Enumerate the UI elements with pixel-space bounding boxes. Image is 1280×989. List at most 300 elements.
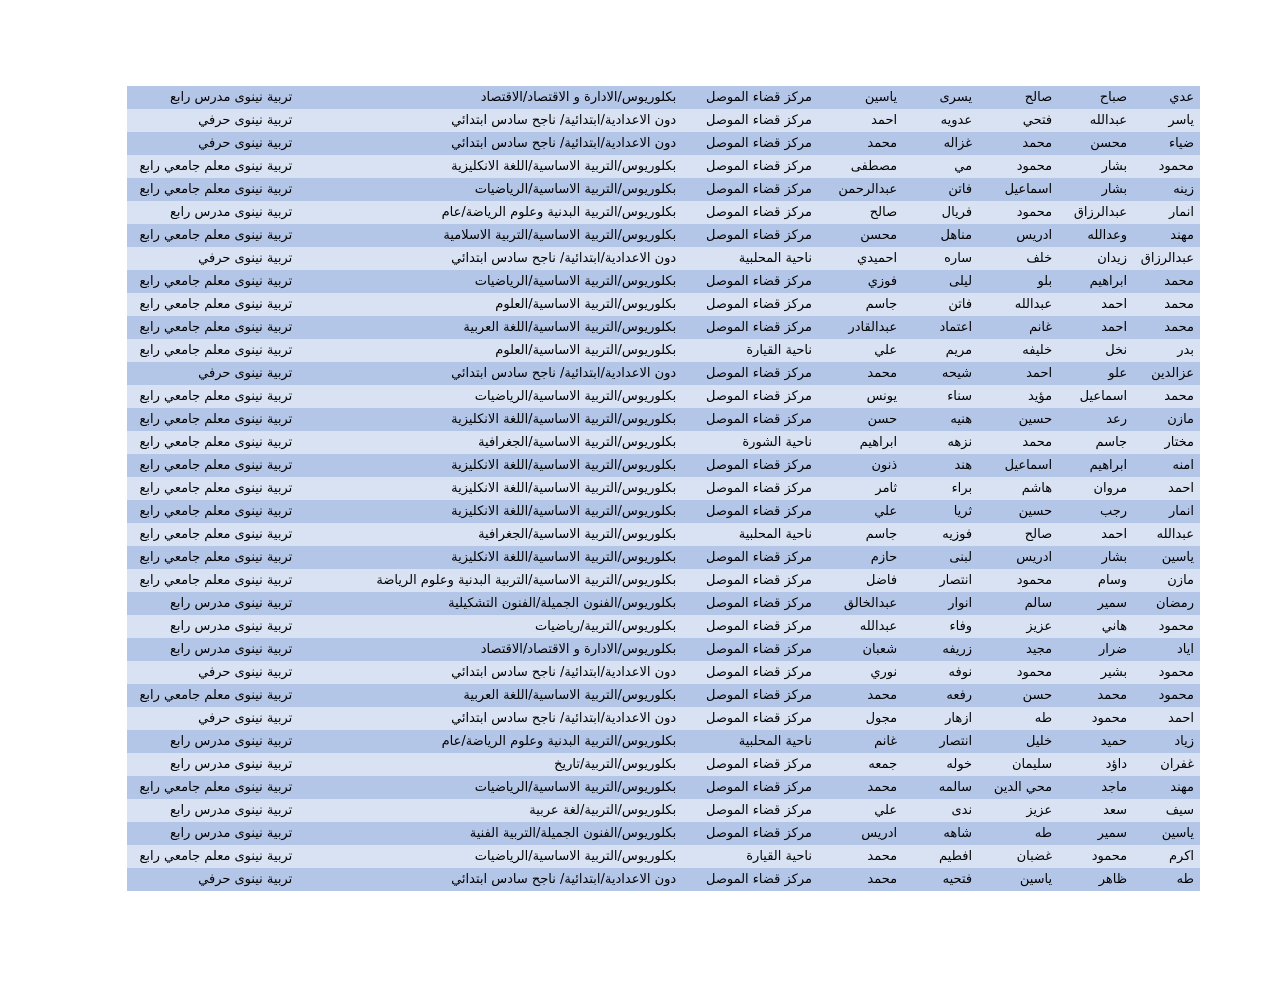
grandfather-name-cell: محمود: [974, 569, 1054, 592]
directorate-cell: تربية نينوى: [232, 109, 309, 132]
father-name-cell: احمد: [1054, 316, 1129, 339]
mother-name-cell: لبنى: [899, 546, 974, 569]
table-row: [127, 109, 1200, 132]
qualification-cell: بكلوريوس/التربية الاساسية/اللغة الانكليزية: [309, 155, 678, 178]
table-row: [127, 638, 1200, 661]
father-name-cell: محمود: [1054, 845, 1129, 868]
qualification-cell: دون الاعدادية/ابتدائية/ ناجح سادس ابتدائي: [309, 362, 678, 385]
first-name-cell: ياسين: [1129, 546, 1200, 569]
directorate-cell: تربية نينوى: [232, 500, 309, 523]
location-cell: مركز قضاء الموصل: [678, 868, 814, 891]
mother-name-cell: انتصار: [899, 569, 974, 592]
first-name-cell: ضياء: [1129, 132, 1200, 155]
job-title-cell: معلم جامعي رابع: [127, 270, 232, 293]
job-title-cell: مدرس رابع: [127, 592, 232, 615]
father-name-cell: ماجد: [1054, 776, 1129, 799]
directorate-cell: تربية نينوى: [232, 86, 309, 109]
location-cell: مركز قضاء الموصل: [678, 615, 814, 638]
location-cell: مركز قضاء الموصل: [678, 822, 814, 845]
location-cell: مركز قضاء الموصل: [678, 408, 814, 431]
father-name-cell: وعدالله: [1054, 224, 1129, 247]
table-row: [127, 615, 1200, 638]
job-title-cell: معلم جامعي رابع: [127, 477, 232, 500]
father-name-cell: هاني: [1054, 615, 1129, 638]
directorate-cell: تربية نينوى: [232, 408, 309, 431]
first-name-cell: محمد: [1129, 270, 1200, 293]
qualification-cell: بكلوريوس/التربية/لغة عربية: [309, 799, 678, 822]
father-name-cell: بشار: [1054, 155, 1129, 178]
qualification-cell: بكلوريوس/التربية الاساسية/التربية الاسلامية: [309, 224, 678, 247]
table-row: [127, 753, 1200, 776]
directorate-cell: تربية نينوى: [232, 316, 309, 339]
qualification-cell: بكلوريوس/التربية الاساسية/اللغة العربية: [309, 316, 678, 339]
first-name-cell: رمضان: [1129, 592, 1200, 615]
mother-father-name-cell: احميدي: [814, 247, 899, 270]
father-name-cell: ابراهيم: [1054, 270, 1129, 293]
mother-name-cell: براء: [899, 477, 974, 500]
location-cell: مركز قضاء الموصل: [678, 293, 814, 316]
mother-name-cell: انتصار: [899, 730, 974, 753]
table-row: [127, 316, 1200, 339]
grandfather-name-cell: فتحي: [974, 109, 1054, 132]
location-cell: مركز قضاء الموصل: [678, 316, 814, 339]
mother-father-name-cell: محمد: [814, 845, 899, 868]
grandfather-name-cell: محمود: [974, 155, 1054, 178]
job-title-cell: مدرس رابع: [127, 86, 232, 109]
table-body: [127, 86, 1200, 891]
directorate-cell: تربية نينوى: [232, 385, 309, 408]
father-name-cell: علو: [1054, 362, 1129, 385]
mother-father-name-cell: غانم: [814, 730, 899, 753]
grandfather-name-cell: مجيد: [974, 638, 1054, 661]
location-cell: مركز قضاء الموصل: [678, 546, 814, 569]
table-row: [127, 155, 1200, 178]
first-name-cell: زينه: [1129, 178, 1200, 201]
directorate-cell: تربية نينوى: [232, 201, 309, 224]
mother-name-cell: مي: [899, 155, 974, 178]
job-title-cell: حرفي: [127, 132, 232, 155]
directorate-cell: تربية نينوى: [232, 155, 309, 178]
mother-name-cell: زريفه: [899, 638, 974, 661]
grandfather-name-cell: اسماعيل: [974, 178, 1054, 201]
first-name-cell: مازن: [1129, 408, 1200, 431]
job-title-cell: مدرس رابع: [127, 799, 232, 822]
directorate-cell: تربية نينوى: [232, 776, 309, 799]
mother-name-cell: ندى: [899, 799, 974, 822]
qualification-cell: بكلوريوس/الادارة و الاقتصاد/الاقتصاد: [309, 638, 678, 661]
table-row: [127, 569, 1200, 592]
qualification-cell: بكلوريوس/التربية الاساسية/اللغة الانكليزية: [309, 546, 678, 569]
mother-name-cell: مناهل: [899, 224, 974, 247]
directorate-cell: تربية نينوى: [232, 362, 309, 385]
table-row: [127, 431, 1200, 454]
directorate-cell: تربية نينوى: [232, 270, 309, 293]
qualification-cell: بكلوريوس/التربية الاساسية/اللغة الانكليزية: [309, 454, 678, 477]
location-cell: مركز قضاء الموصل: [678, 753, 814, 776]
directorate-cell: تربية نينوى: [232, 523, 309, 546]
first-name-cell: محمد: [1129, 293, 1200, 316]
table-row: [127, 845, 1200, 868]
father-name-cell: سمير: [1054, 822, 1129, 845]
mother-father-name-cell: شعبان: [814, 638, 899, 661]
father-name-cell: بشار: [1054, 178, 1129, 201]
job-title-cell: معلم جامعي رابع: [127, 155, 232, 178]
first-name-cell: محمود: [1129, 155, 1200, 178]
directorate-cell: تربية نينوى: [232, 799, 309, 822]
mother-name-cell: انوار: [899, 592, 974, 615]
father-name-cell: نخل: [1054, 339, 1129, 362]
mother-father-name-cell: محمد: [814, 362, 899, 385]
first-name-cell: سيف: [1129, 799, 1200, 822]
job-title-cell: حرفي: [127, 707, 232, 730]
mother-name-cell: ليلى: [899, 270, 974, 293]
grandfather-name-cell: محمد: [974, 431, 1054, 454]
mother-father-name-cell: عبدالرحمن: [814, 178, 899, 201]
job-title-cell: معلم جامعي رابع: [127, 569, 232, 592]
grandfather-name-cell: مؤيد: [974, 385, 1054, 408]
job-title-cell: حرفي: [127, 362, 232, 385]
qualification-cell: بكلوريوس/التربية البدنية وعلوم الرياضة/عام: [309, 730, 678, 753]
directorate-cell: تربية نينوى: [232, 638, 309, 661]
first-name-cell: محمود: [1129, 615, 1200, 638]
qualification-cell: بكلوريوس/التربية الاساسية/الجغرافية: [309, 523, 678, 546]
mother-father-name-cell: محمد: [814, 868, 899, 891]
first-name-cell: ياسين: [1129, 822, 1200, 845]
table-row: [127, 339, 1200, 362]
father-name-cell: بشير: [1054, 661, 1129, 684]
table-row: [127, 132, 1200, 155]
first-name-cell: عزالدين: [1129, 362, 1200, 385]
mother-name-cell: سناء: [899, 385, 974, 408]
job-title-cell: حرفي: [127, 247, 232, 270]
job-title-cell: معلم جامعي رابع: [127, 224, 232, 247]
mother-father-name-cell: مجول: [814, 707, 899, 730]
job-title-cell: حرفي: [127, 109, 232, 132]
table-row: [127, 362, 1200, 385]
mother-father-name-cell: ياسين: [814, 86, 899, 109]
first-name-cell: انمار: [1129, 500, 1200, 523]
job-title-cell: حرفي: [127, 661, 232, 684]
first-name-cell: امنه: [1129, 454, 1200, 477]
qualification-cell: بكلوريوس/التربية الاساسية/الرياضيات: [309, 178, 678, 201]
grandfather-name-cell: محمد: [974, 132, 1054, 155]
mother-name-cell: شيحه: [899, 362, 974, 385]
qualification-cell: بكلوريوس/التربية الاساسية/اللغة الانكليزية: [309, 500, 678, 523]
job-title-cell: معلم جامعي رابع: [127, 776, 232, 799]
mother-name-cell: شاهه: [899, 822, 974, 845]
grandfather-name-cell: سليمان: [974, 753, 1054, 776]
qualification-cell: بكلوريوس/التربية/رياضيات: [309, 615, 678, 638]
directorate-cell: تربية نينوى: [232, 661, 309, 684]
table-row: [127, 270, 1200, 293]
location-cell: مركز قضاء الموصل: [678, 500, 814, 523]
directorate-cell: تربية نينوى: [232, 546, 309, 569]
mother-name-cell: فتحيه: [899, 868, 974, 891]
qualification-cell: دون الاعدادية/ابتدائية/ ناجح سادس ابتدائي: [309, 247, 678, 270]
mother-father-name-cell: علي: [814, 799, 899, 822]
location-cell: ناحية المحلبية: [678, 730, 814, 753]
qualification-cell: بكلوريوس/التربية الاساسية/اللغة العربية: [309, 684, 678, 707]
father-name-cell: محمد: [1054, 684, 1129, 707]
table-row: [127, 86, 1200, 109]
table-row: [127, 730, 1200, 753]
directorate-cell: تربية نينوى: [232, 707, 309, 730]
grandfather-name-cell: طه: [974, 822, 1054, 845]
qualification-cell: بكلوريوس/التربية الاساسية/العلوم: [309, 339, 678, 362]
directorate-cell: تربية نينوى: [232, 868, 309, 891]
grandfather-name-cell: بلو: [974, 270, 1054, 293]
father-name-cell: محمود: [1054, 707, 1129, 730]
job-title-cell: مدرس رابع: [127, 822, 232, 845]
mother-father-name-cell: يونس: [814, 385, 899, 408]
qualification-cell: بكلوريوس/الادارة و الاقتصاد/الاقتصاد: [309, 86, 678, 109]
father-name-cell: داؤد: [1054, 753, 1129, 776]
father-name-cell: ضرار: [1054, 638, 1129, 661]
father-name-cell: حميد: [1054, 730, 1129, 753]
location-cell: مركز قضاء الموصل: [678, 454, 814, 477]
table-row: [127, 385, 1200, 408]
mother-name-cell: خوله: [899, 753, 974, 776]
grandfather-name-cell: صالح: [974, 523, 1054, 546]
mother-name-cell: ساره: [899, 247, 974, 270]
first-name-cell: محمد: [1129, 385, 1200, 408]
first-name-cell: عبدالرزاق: [1129, 247, 1200, 270]
first-name-cell: زياد: [1129, 730, 1200, 753]
first-name-cell: احمد: [1129, 707, 1200, 730]
father-name-cell: سمير: [1054, 592, 1129, 615]
mother-name-cell: نوفه: [899, 661, 974, 684]
mother-name-cell: سالمه: [899, 776, 974, 799]
grandfather-name-cell: محمود: [974, 661, 1054, 684]
table-row: [127, 799, 1200, 822]
mother-father-name-cell: ادريس: [814, 822, 899, 845]
first-name-cell: مهند: [1129, 776, 1200, 799]
mother-father-name-cell: جاسم: [814, 293, 899, 316]
first-name-cell: محمود: [1129, 661, 1200, 684]
qualification-cell: بكلوريوس/التربية الاساسية/اللغة الانكليزية: [309, 477, 678, 500]
mother-name-cell: هند: [899, 454, 974, 477]
father-name-cell: سعد: [1054, 799, 1129, 822]
mother-name-cell: فاتن: [899, 178, 974, 201]
qualification-cell: بكلوريوس/التربية البدنية وعلوم الرياضة/عام: [309, 201, 678, 224]
location-cell: مركز قضاء الموصل: [678, 638, 814, 661]
father-name-cell: اسماعيل: [1054, 385, 1129, 408]
mother-name-cell: ثريا: [899, 500, 974, 523]
job-title-cell: مدرس رابع: [127, 753, 232, 776]
grandfather-name-cell: غانم: [974, 316, 1054, 339]
grandfather-name-cell: محمود: [974, 201, 1054, 224]
mother-name-cell: فريال: [899, 201, 974, 224]
table-row: [127, 178, 1200, 201]
location-cell: مركز قضاء الموصل: [678, 362, 814, 385]
location-cell: مركز قضاء الموصل: [678, 776, 814, 799]
mother-father-name-cell: احمد: [814, 109, 899, 132]
mother-father-name-cell: علي: [814, 339, 899, 362]
job-title-cell: معلم جامعي رابع: [127, 339, 232, 362]
mother-father-name-cell: جمعه: [814, 753, 899, 776]
qualification-cell: بكلوريوس/التربية/تاريخ: [309, 753, 678, 776]
first-name-cell: غفران: [1129, 753, 1200, 776]
location-cell: مركز قضاء الموصل: [678, 270, 814, 293]
mother-father-name-cell: محسن: [814, 224, 899, 247]
father-name-cell: مروان: [1054, 477, 1129, 500]
table-row: [127, 546, 1200, 569]
mother-name-cell: فاتن: [899, 293, 974, 316]
directorate-cell: تربية نينوى: [232, 431, 309, 454]
grandfather-name-cell: حسن: [974, 684, 1054, 707]
job-title-cell: مدرس رابع: [127, 615, 232, 638]
grandfather-name-cell: احمد: [974, 362, 1054, 385]
job-title-cell: مدرس رابع: [127, 638, 232, 661]
job-title-cell: معلم جامعي رابع: [127, 546, 232, 569]
first-name-cell: مختار: [1129, 431, 1200, 454]
table-row: [127, 247, 1200, 270]
mother-father-name-cell: محمد: [814, 684, 899, 707]
qualification-cell: دون الاعدادية/ابتدائية/ ناجح سادس ابتدائي: [309, 109, 678, 132]
mother-father-name-cell: حازم: [814, 546, 899, 569]
qualification-cell: بكلوريوس/التربية الاساسية/اللغة الانكليزية: [309, 408, 678, 431]
job-title-cell: مدرس رابع: [127, 201, 232, 224]
first-name-cell: احمد: [1129, 477, 1200, 500]
father-name-cell: بشار: [1054, 546, 1129, 569]
mother-father-name-cell: ابراهيم: [814, 431, 899, 454]
directorate-cell: تربية نينوى: [232, 293, 309, 316]
mother-name-cell: يسرى: [899, 86, 974, 109]
directorate-cell: تربية نينوى: [232, 845, 309, 868]
directorate-cell: تربية نينوى: [232, 454, 309, 477]
mother-father-name-cell: عبدالقادر: [814, 316, 899, 339]
spreadsheet: [127, 86, 1200, 891]
mother-father-name-cell: فاضل: [814, 569, 899, 592]
table-row: [127, 500, 1200, 523]
qualification-cell: بكلوريوس/التربية الاساسية/الرياضيات: [309, 776, 678, 799]
location-cell: مركز قضاء الموصل: [678, 109, 814, 132]
qualification-cell: بكلوريوس/التربية الاساسية/الرياضيات: [309, 270, 678, 293]
grandfather-name-cell: اسماعيل: [974, 454, 1054, 477]
first-name-cell: مازن: [1129, 569, 1200, 592]
job-title-cell: مدرس رابع: [127, 730, 232, 753]
first-name-cell: طه: [1129, 868, 1200, 891]
location-cell: مركز قضاء الموصل: [678, 201, 814, 224]
mother-father-name-cell: ثامر: [814, 477, 899, 500]
mother-name-cell: رفعه: [899, 684, 974, 707]
table-row: [127, 201, 1200, 224]
table-row: [127, 707, 1200, 730]
directorate-cell: تربية نينوى: [232, 569, 309, 592]
location-cell: مركز قضاء الموصل: [678, 707, 814, 730]
mother-father-name-cell: علي: [814, 500, 899, 523]
grandfather-name-cell: طه: [974, 707, 1054, 730]
qualification-cell: بكلوريوس/التربية الاساسية/التربية البدنية وعلوم الرياضة: [309, 569, 678, 592]
directorate-cell: تربية نينوى: [232, 822, 309, 845]
grandfather-name-cell: سالم: [974, 592, 1054, 615]
father-name-cell: احمد: [1054, 293, 1129, 316]
father-name-cell: وسام: [1054, 569, 1129, 592]
job-title-cell: معلم جامعي رابع: [127, 178, 232, 201]
father-name-cell: ابراهيم: [1054, 454, 1129, 477]
grandfather-name-cell: خليفه: [974, 339, 1054, 362]
first-name-cell: ياسر: [1129, 109, 1200, 132]
grandfather-name-cell: عبدالله: [974, 293, 1054, 316]
first-name-cell: مهند: [1129, 224, 1200, 247]
mother-father-name-cell: حسن: [814, 408, 899, 431]
table-row: [127, 868, 1200, 891]
table-row: [127, 684, 1200, 707]
mother-name-cell: نزهه: [899, 431, 974, 454]
father-name-cell: زيدان: [1054, 247, 1129, 270]
location-cell: مركز قضاء الموصل: [678, 132, 814, 155]
first-name-cell: انمار: [1129, 201, 1200, 224]
first-name-cell: محمد: [1129, 316, 1200, 339]
mother-father-name-cell: محمد: [814, 776, 899, 799]
mother-name-cell: ازهار: [899, 707, 974, 730]
grandfather-name-cell: غضبان: [974, 845, 1054, 868]
mother-father-name-cell: عبدالخالق: [814, 592, 899, 615]
job-title-cell: معلم جامعي رابع: [127, 408, 232, 431]
first-name-cell: اياد: [1129, 638, 1200, 661]
grandfather-name-cell: هاشم: [974, 477, 1054, 500]
location-cell: ناحية القيارة: [678, 339, 814, 362]
table-row: [127, 822, 1200, 845]
grandfather-name-cell: خليل: [974, 730, 1054, 753]
location-cell: مركز قضاء الموصل: [678, 592, 814, 615]
first-name-cell: عبدالله: [1129, 523, 1200, 546]
table-row: [127, 293, 1200, 316]
mother-father-name-cell: فوزي: [814, 270, 899, 293]
job-title-cell: معلم جامعي رابع: [127, 500, 232, 523]
table-row: [127, 224, 1200, 247]
qualification-cell: بكلوريوس/التربية الاساسية/الجغرافية: [309, 431, 678, 454]
grandfather-name-cell: حسين: [974, 500, 1054, 523]
mother-name-cell: عدويه: [899, 109, 974, 132]
job-title-cell: معلم جامعي رابع: [127, 293, 232, 316]
location-cell: مركز قضاء الموصل: [678, 385, 814, 408]
job-title-cell: معلم جامعي رابع: [127, 431, 232, 454]
grandfather-name-cell: عزيز: [974, 799, 1054, 822]
mother-name-cell: اعتماد: [899, 316, 974, 339]
grandfather-name-cell: محي الدين: [974, 776, 1054, 799]
father-name-cell: صباح: [1054, 86, 1129, 109]
directorate-cell: تربية نينوى: [232, 592, 309, 615]
qualification-cell: دون الاعدادية/ابتدائية/ ناجح سادس ابتدائي: [309, 868, 678, 891]
job-title-cell: معلم جامعي رابع: [127, 454, 232, 477]
table-row: [127, 454, 1200, 477]
mother-name-cell: مريم: [899, 339, 974, 362]
mother-name-cell: غزاله: [899, 132, 974, 155]
job-title-cell: معلم جامعي رابع: [127, 316, 232, 339]
job-title-cell: معلم جامعي رابع: [127, 523, 232, 546]
first-name-cell: بدر: [1129, 339, 1200, 362]
job-title-cell: حرفي: [127, 868, 232, 891]
qualification-cell: دون الاعدادية/ابتدائية/ ناجح سادس ابتدائي: [309, 132, 678, 155]
mother-name-cell: وفاء: [899, 615, 974, 638]
mother-father-name-cell: صالح: [814, 201, 899, 224]
location-cell: ناحية المحلبية: [678, 523, 814, 546]
father-name-cell: ظاهر: [1054, 868, 1129, 891]
location-cell: مركز قضاء الموصل: [678, 684, 814, 707]
grandfather-name-cell: صالح: [974, 86, 1054, 109]
grandfather-name-cell: حسين: [974, 408, 1054, 431]
qualification-cell: بكلوريوس/التربية الاساسية/العلوم: [309, 293, 678, 316]
location-cell: ناحية الشورة: [678, 431, 814, 454]
location-cell: مركز قضاء الموصل: [678, 155, 814, 178]
directorate-cell: تربية نينوى: [232, 224, 309, 247]
job-title-cell: معلم جامعي رابع: [127, 684, 232, 707]
directorate-cell: تربية نينوى: [232, 684, 309, 707]
father-name-cell: عبدالرزاق: [1054, 201, 1129, 224]
table-row: [127, 408, 1200, 431]
table-row: [127, 523, 1200, 546]
